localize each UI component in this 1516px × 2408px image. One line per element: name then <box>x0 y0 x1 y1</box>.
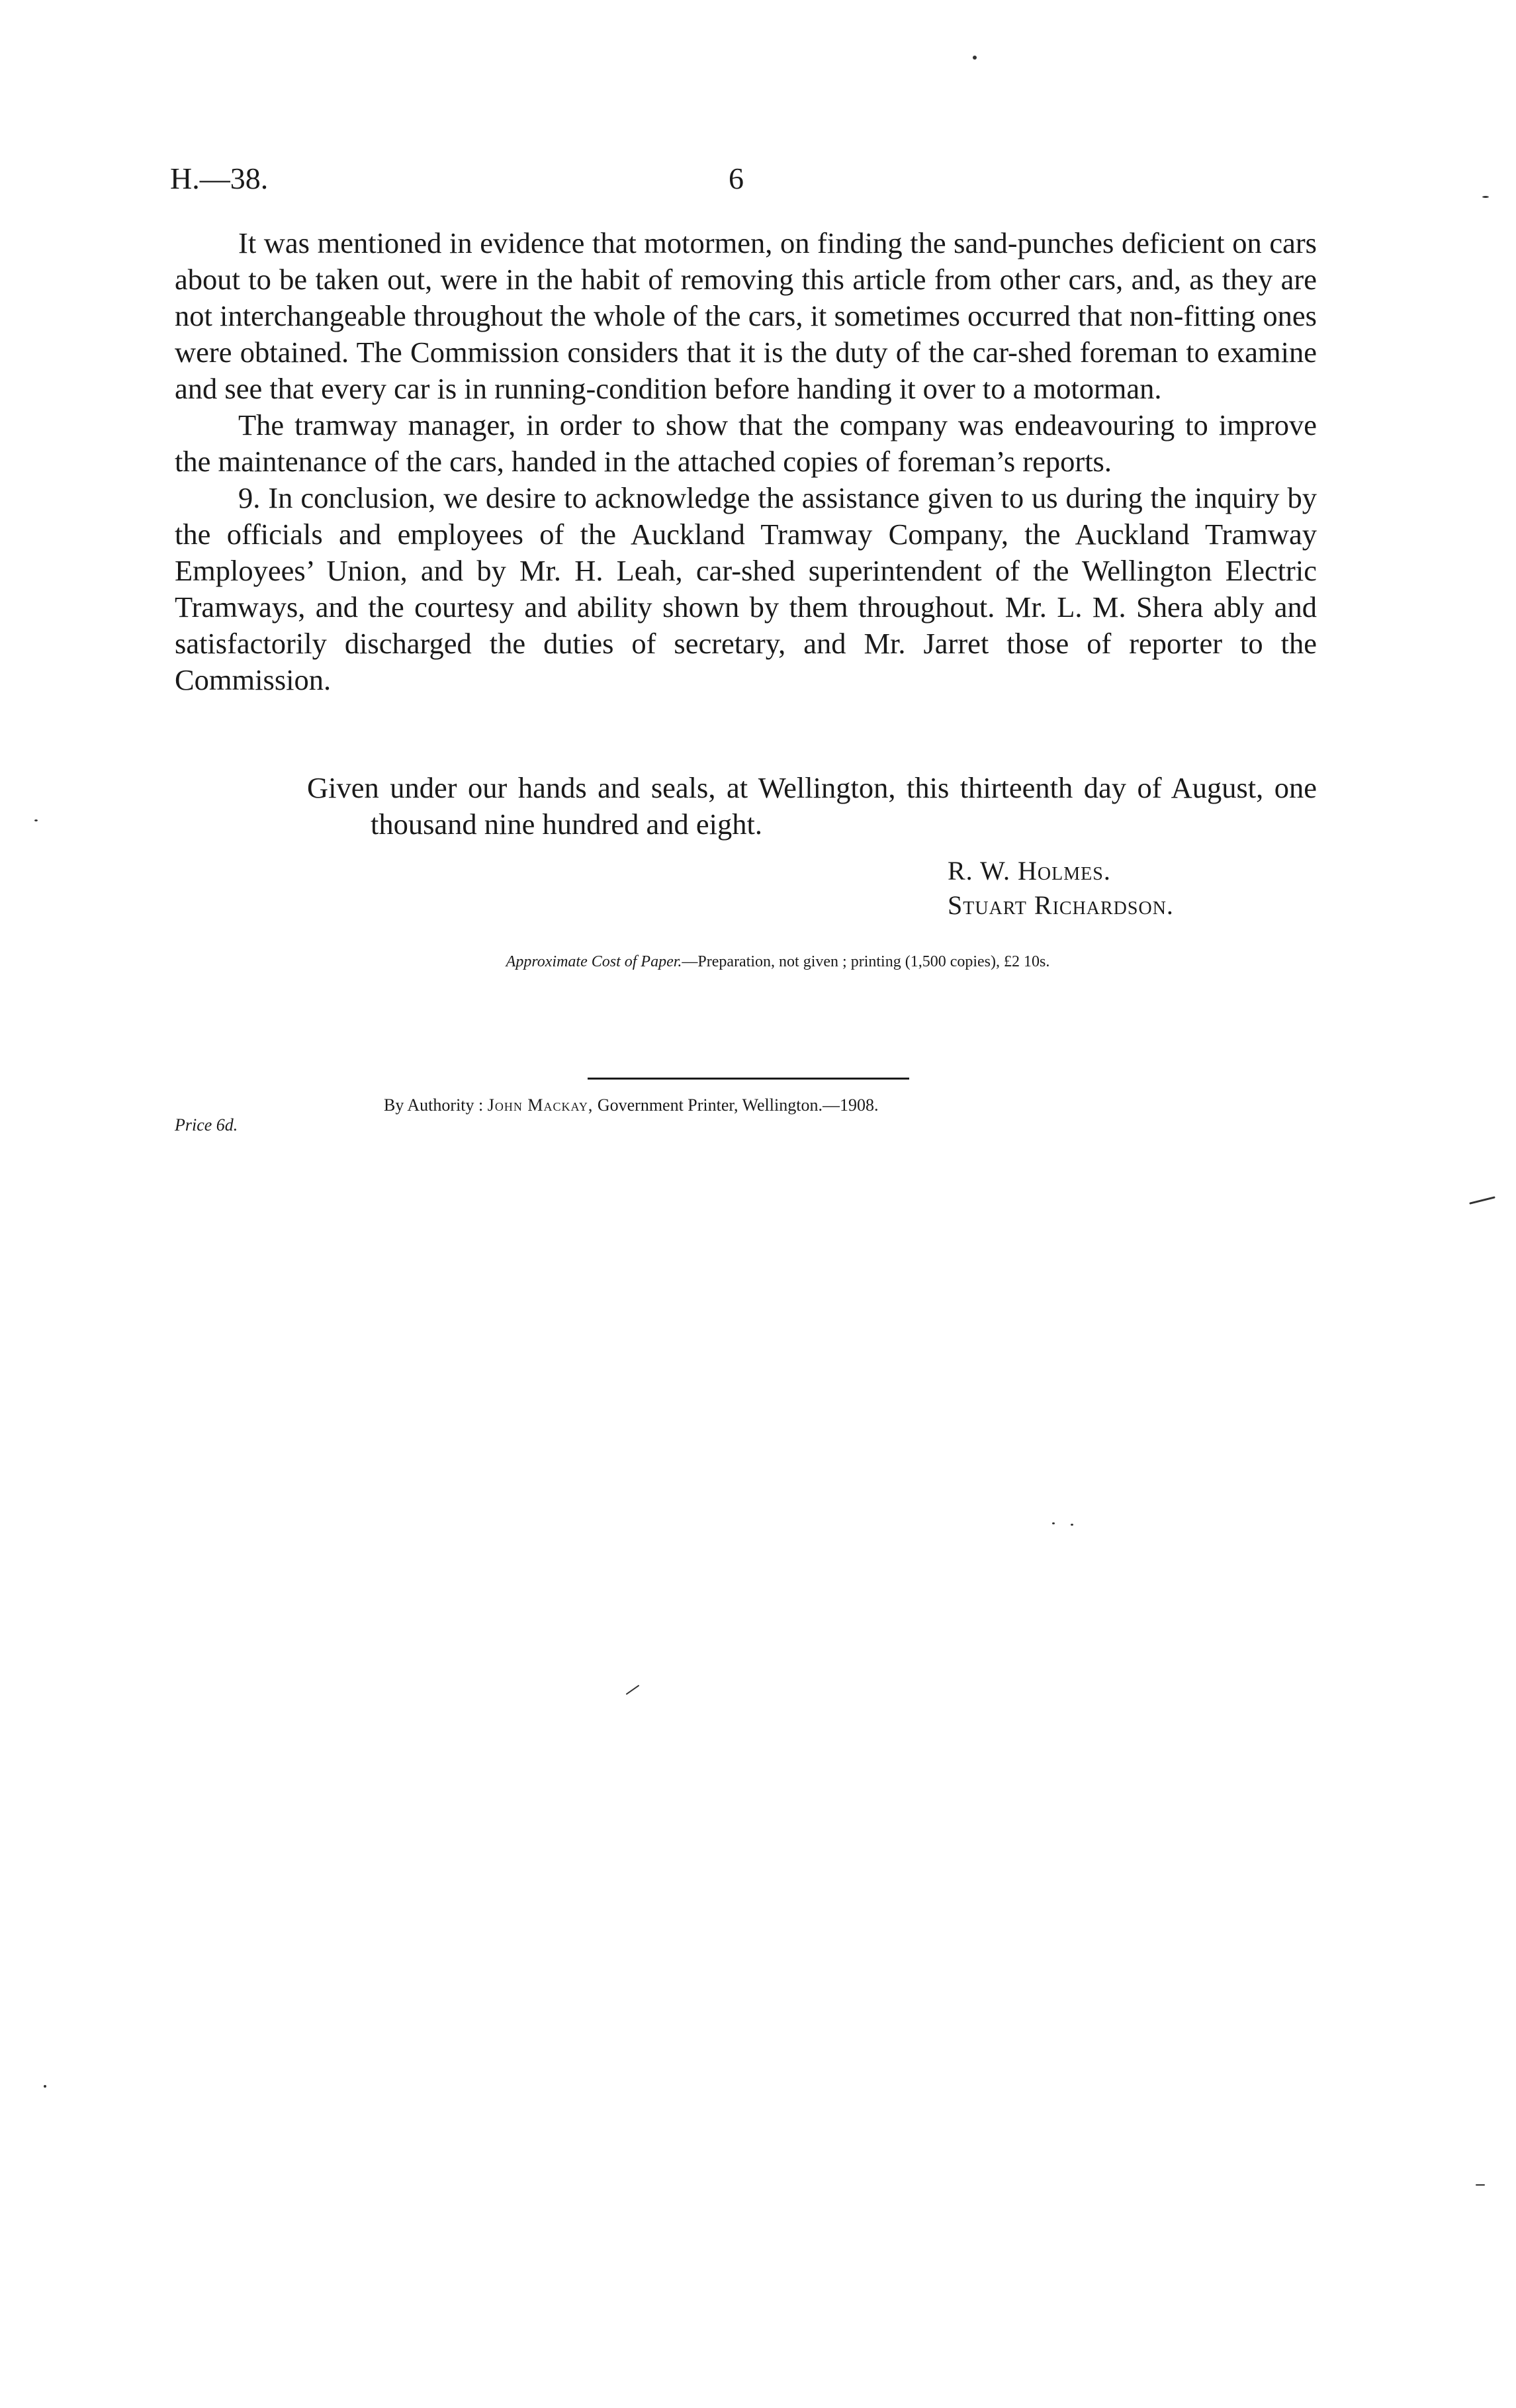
price-label: Price 6d. <box>175 1115 238 1135</box>
scan-speck <box>34 819 38 821</box>
paragraph: 9. In conclusion, we desire to acknowledge the assistance given to us during the inquiry by the officials and employees of the Auckland Tramway Company, the Auckland Tramway Employees’ Union, and by Mr. H. Leah, car-shed superintendent of the Wellington Electric Tramways, and the courtesy and ability shown by them throughout. Mr. L. M. Shera ably and satisfactorily discharged the duties of secretary, and Mr. Jarret those of reporter to the Commission. <box>175 481 1317 696</box>
closing-statement: Given under our hands and seals, at Wellington, this thirteenth day of August, one thousand nine hundred and eight. <box>307 771 1317 841</box>
scan-speck <box>1476 2184 1485 2186</box>
scan-speck <box>1469 1196 1495 1205</box>
scan-speck <box>1071 1524 1073 1526</box>
scan-speck <box>973 56 977 60</box>
cost-text: —Preparation, not given ; printing (1,500 copies), £2 10s. <box>682 953 1050 970</box>
authority-prefix: By Authority : <box>384 1095 484 1115</box>
page-number: 6 <box>729 162 744 195</box>
signatory-name: Stuart Richardson. <box>948 890 1174 920</box>
authority-suffix: Government Printer, Wellington.—1908. <box>597 1095 879 1115</box>
signature-block <box>948 854 1174 923</box>
printer-name: John Mackay, <box>487 1095 594 1115</box>
scan-speck <box>1482 196 1489 198</box>
cost-of-paper-note <box>0 952 1516 972</box>
document-reference: H.—38. <box>170 162 269 195</box>
scan-speck <box>626 1685 640 1694</box>
paragraph: It was mentioned in evidence that motormen, on finding the sand-punches deficient on cars about to be taken out, were in the habit of removing this article from other cars, and, as they are not interchangeable throughout the whole of the cars, it sometimes occurred that non-fitting ones were obtained. The Commission considers that it is the duty of the car-shed foreman to examine and see that every car is in running-condition before handing it over to a motorman. <box>175 226 1317 405</box>
paragraph: The tramway manager, in order to show that the company was endeavouring to improve the maintenance of the cars, handed in the attached copies of foreman’s reports. <box>175 408 1317 478</box>
cost-label: Approximate Cost of Paper. <box>506 953 682 970</box>
body-text <box>175 225 1317 698</box>
scan-speck <box>1052 1522 1055 1524</box>
printer-authority <box>384 1095 878 1116</box>
footer-divider <box>588 1078 909 1080</box>
scan-speck <box>44 2085 46 2088</box>
signatory-name: R. W. Holmes. <box>948 856 1111 886</box>
